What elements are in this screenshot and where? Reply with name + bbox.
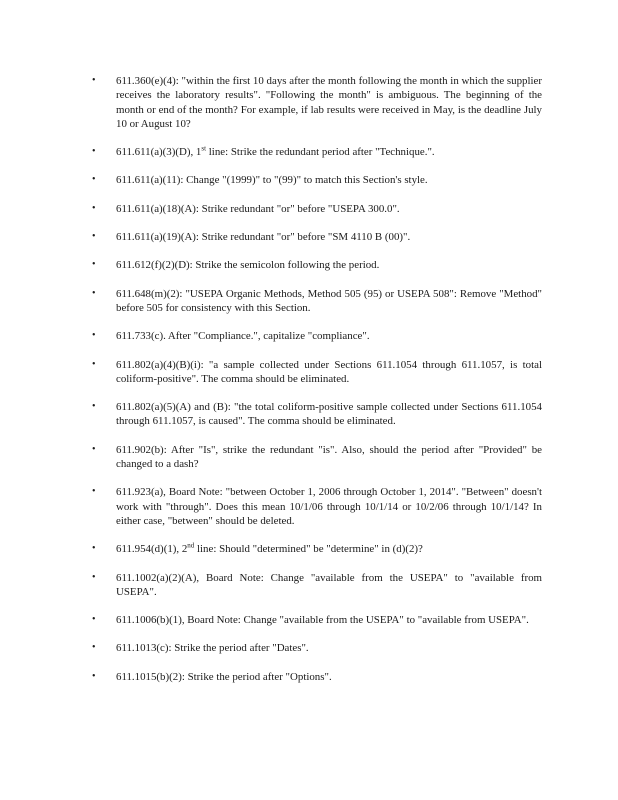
comment-text-pre: 611.611(a)(3)(D), 1 (116, 146, 202, 159)
comment-text: 611.923(a), Board Note: "between October 1, 2006 through October 1, 2014". "Between" doesn't work with "through". Does this mean 10/1/06 through 10/1/14 or 10/2/06 through 10/1/14? In either case, "between" should be deleted. (116, 486, 542, 527)
bullet-glyph: • (92, 174, 96, 186)
comment-item (92, 258, 542, 272)
comment-text: 611.1006(b)(1), Board Note: Change "available from the USEPA" to "available from USEPA". (116, 614, 529, 627)
bullet-glyph: • (92, 571, 96, 583)
comment-text: 611.612(f)(2)(D): Strike the semicolon following the period. (116, 259, 380, 272)
comment-item (92, 202, 542, 216)
comment-list (92, 74, 542, 698)
comment-item (92, 571, 542, 600)
comment-item (92, 670, 542, 684)
bullet-glyph: • (92, 614, 96, 626)
bullet-glyph: • (92, 75, 96, 86)
bullet-glyph: • (92, 358, 96, 370)
comment-text-post: line: Should "determined" be "determine" in (d)(2)? (194, 543, 423, 556)
comment-item (92, 230, 542, 244)
comment-text: 611.733(c). After "Compliance.", capitalize "compliance". (116, 330, 370, 343)
comment-text: 611.1013(c): Strike the period after "Dates". (116, 642, 309, 655)
bullet-glyph: • (92, 401, 96, 413)
comment-text: 611.802(a)(4)(B)(i): "a sample collected under Sections 611.1054 through 611.1057, is total coliform-positive". The comma should be eliminated. (116, 358, 542, 385)
comment-item (92, 74, 542, 131)
comment-text: 611.611(a)(11): Change "(1999)" to "(99)" to match this Section's style. (116, 174, 428, 187)
ordinal-superscript: nd (187, 541, 195, 550)
comment-item (92, 145, 542, 159)
bullet-glyph: • (92, 543, 96, 555)
ordinal-superscript: st (201, 144, 207, 153)
bullet-glyph: • (92, 670, 96, 682)
comment-text: 611.611(a)(19)(A): Strike redundant "or" before "SM 4110 B (00)". (116, 231, 411, 244)
comment-item (92, 443, 542, 472)
bullet-glyph: • (92, 146, 96, 158)
comment-item (92, 287, 542, 316)
comment-item (92, 173, 542, 187)
bullet-glyph: • (92, 259, 96, 271)
bullet-glyph: • (92, 486, 96, 498)
comment-text: 611.648(m)(2): "USEPA Organic Methods, Method 505 (95) or USEPA 508": Remove "Method" before 505 for consistency with this Section. (116, 287, 542, 314)
bullet-glyph: • (92, 287, 96, 299)
comment-item (92, 400, 542, 429)
comment-text-pre: 611.954(d)(1), 2 (116, 543, 188, 556)
comment-text: 611.802(a)(5)(A) and (B): "the total coliform-positive sample collected under Sections 611.1054 through 611.1057, is caused". The comma should be eliminated. (116, 401, 542, 428)
bullet-glyph: • (92, 330, 96, 342)
comment-item (92, 329, 542, 343)
comment-text: 611.360(e)(4): "within the first 10 days after the month following the month in which the supplier receives the laboratory results". "Following the month" is ambiguous. The beginning of the month or end of the month? For example, if lab results were received in May, is the deadline July 10 or August 10? (116, 75, 542, 130)
comment-text: 611.902(b): After "Is", strike the redundant "is". Also, should the period after "Provided" be changed to a dash? (116, 443, 542, 471)
comment-item (92, 358, 542, 387)
comment-item (92, 542, 542, 556)
comment-text: 611.1002(a)(2)(A), Board Note: Change "available from the USEPA" to "available from USEPA". (116, 571, 542, 598)
comment-text (116, 146, 435, 158)
comment-text (116, 543, 423, 555)
comment-item (92, 485, 542, 528)
comment-text-post: line: Strike the redundant period after "Technique.". (206, 146, 435, 159)
comment-text: 611.611(a)(18)(A): Strike redundant "or" before "USEPA 300.0". (116, 202, 400, 215)
comment-item (92, 613, 542, 627)
bullet-glyph: • (92, 202, 96, 214)
bullet-glyph: • (92, 642, 96, 654)
comment-item (92, 641, 542, 655)
bullet-glyph: • (92, 443, 96, 455)
bullet-glyph: • (92, 231, 96, 243)
comment-text: 611.1015(b)(2): Strike the period after "Options". (116, 670, 332, 683)
